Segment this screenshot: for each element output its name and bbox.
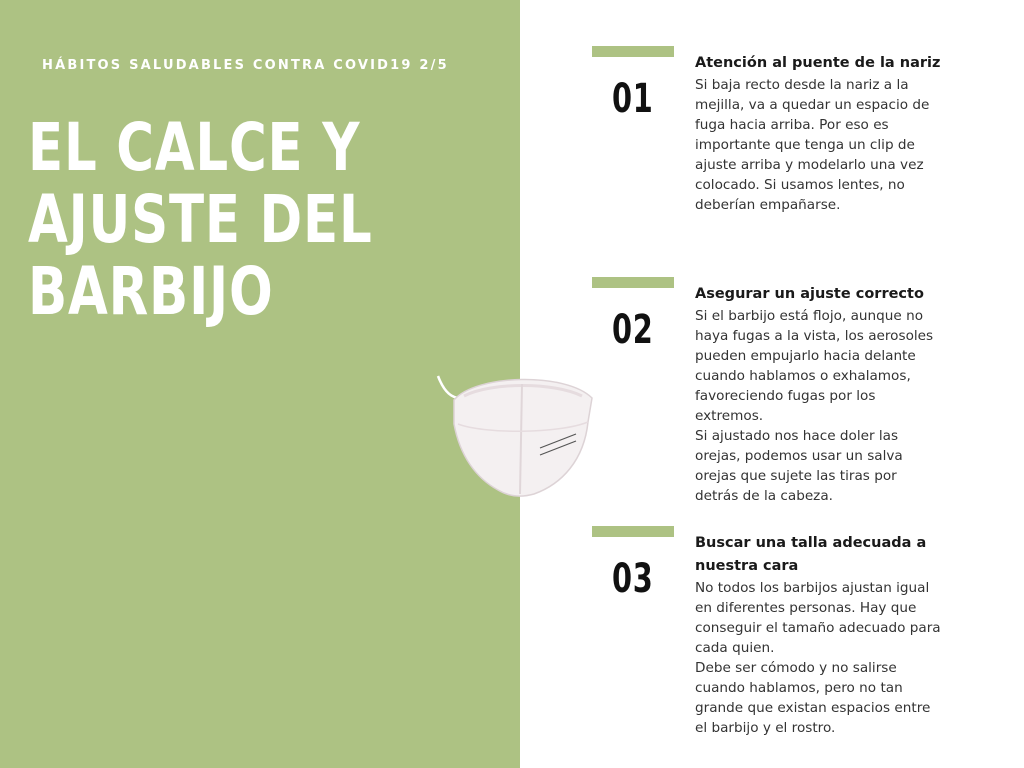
- title-line-2: AJUSTE DEL: [28, 181, 373, 258]
- step-02-number: 02: [612, 307, 654, 353]
- series-kicker: HÁBITOS SALUDABLES CONTRA COVID19 2/5: [42, 58, 449, 73]
- body-line: No todos los barbijos ajustan igual: [695, 580, 930, 596]
- n95-mask-icon: [436, 362, 608, 504]
- step-02-accent-bar: [592, 277, 674, 288]
- title-line-3: BARBIJO: [28, 253, 274, 330]
- step-03-title: Buscar una talla adecuada a nuestra cara: [695, 535, 927, 574]
- body-line: Si baja recto desde la nariz a la: [695, 77, 909, 93]
- step-02-body: [695, 306, 945, 506]
- step-03-number: 03: [612, 556, 654, 602]
- body-line: extremos.: [695, 408, 764, 424]
- body-line: importante que tenga un clip de: [695, 137, 915, 153]
- body-line: haya fugas a la vista, los aerosoles: [695, 328, 934, 344]
- step-03-accent-bar: [592, 526, 674, 537]
- step-02-content: [695, 283, 945, 506]
- body-line: Si el barbijo está flojo, aunque no: [695, 308, 924, 324]
- body-line: cuando hablamos o exhalamos,: [695, 368, 911, 384]
- page-title: [28, 109, 373, 330]
- body-line: fuga hacia arriba. Por eso es: [695, 117, 889, 133]
- step-01-content: [695, 52, 945, 215]
- body-line: grande que existan espacios entre: [695, 700, 931, 716]
- body-line: colocado. Si usamos lentes, no: [695, 177, 905, 193]
- body-line: orejas, podemos usar un salva: [695, 448, 903, 464]
- step-03-body: [695, 578, 945, 738]
- body-line: ajuste arriba y modelarlo una vez: [695, 157, 924, 173]
- body-line: en diferentes personas. Hay que: [695, 600, 917, 616]
- body-line: pueden empujarlo hacia delante: [695, 348, 916, 364]
- body-line: deberían empañarse.: [695, 197, 841, 213]
- step-02-title: Asegurar un ajuste correcto: [695, 286, 924, 302]
- body-line: cuando hablamos, pero no tan: [695, 680, 903, 696]
- body-line: Debe ser cómodo y no salirse: [695, 660, 897, 676]
- body-line: el barbijo y el rostro.: [695, 720, 836, 736]
- step-01-number: 01: [612, 76, 654, 122]
- body-line: favoreciendo fugas por los: [695, 388, 876, 404]
- step-01-body: [695, 75, 945, 215]
- step-01-accent-bar: [592, 46, 674, 57]
- body-line: detrás de la cabeza.: [695, 488, 833, 504]
- body-line: Si ajustado nos hace doler las: [695, 428, 899, 444]
- body-line: orejas que sujete las tiras por: [695, 468, 897, 484]
- step-01-title: Atención al puente de la nariz: [695, 55, 941, 71]
- step-03-content: [695, 532, 945, 738]
- title-line-1: EL CALCE Y: [28, 109, 361, 186]
- body-line: cada quien.: [695, 640, 775, 656]
- body-line: mejilla, va a quedar un espacio de: [695, 97, 930, 113]
- body-line: conseguir el tamaño adecuado para: [695, 620, 941, 636]
